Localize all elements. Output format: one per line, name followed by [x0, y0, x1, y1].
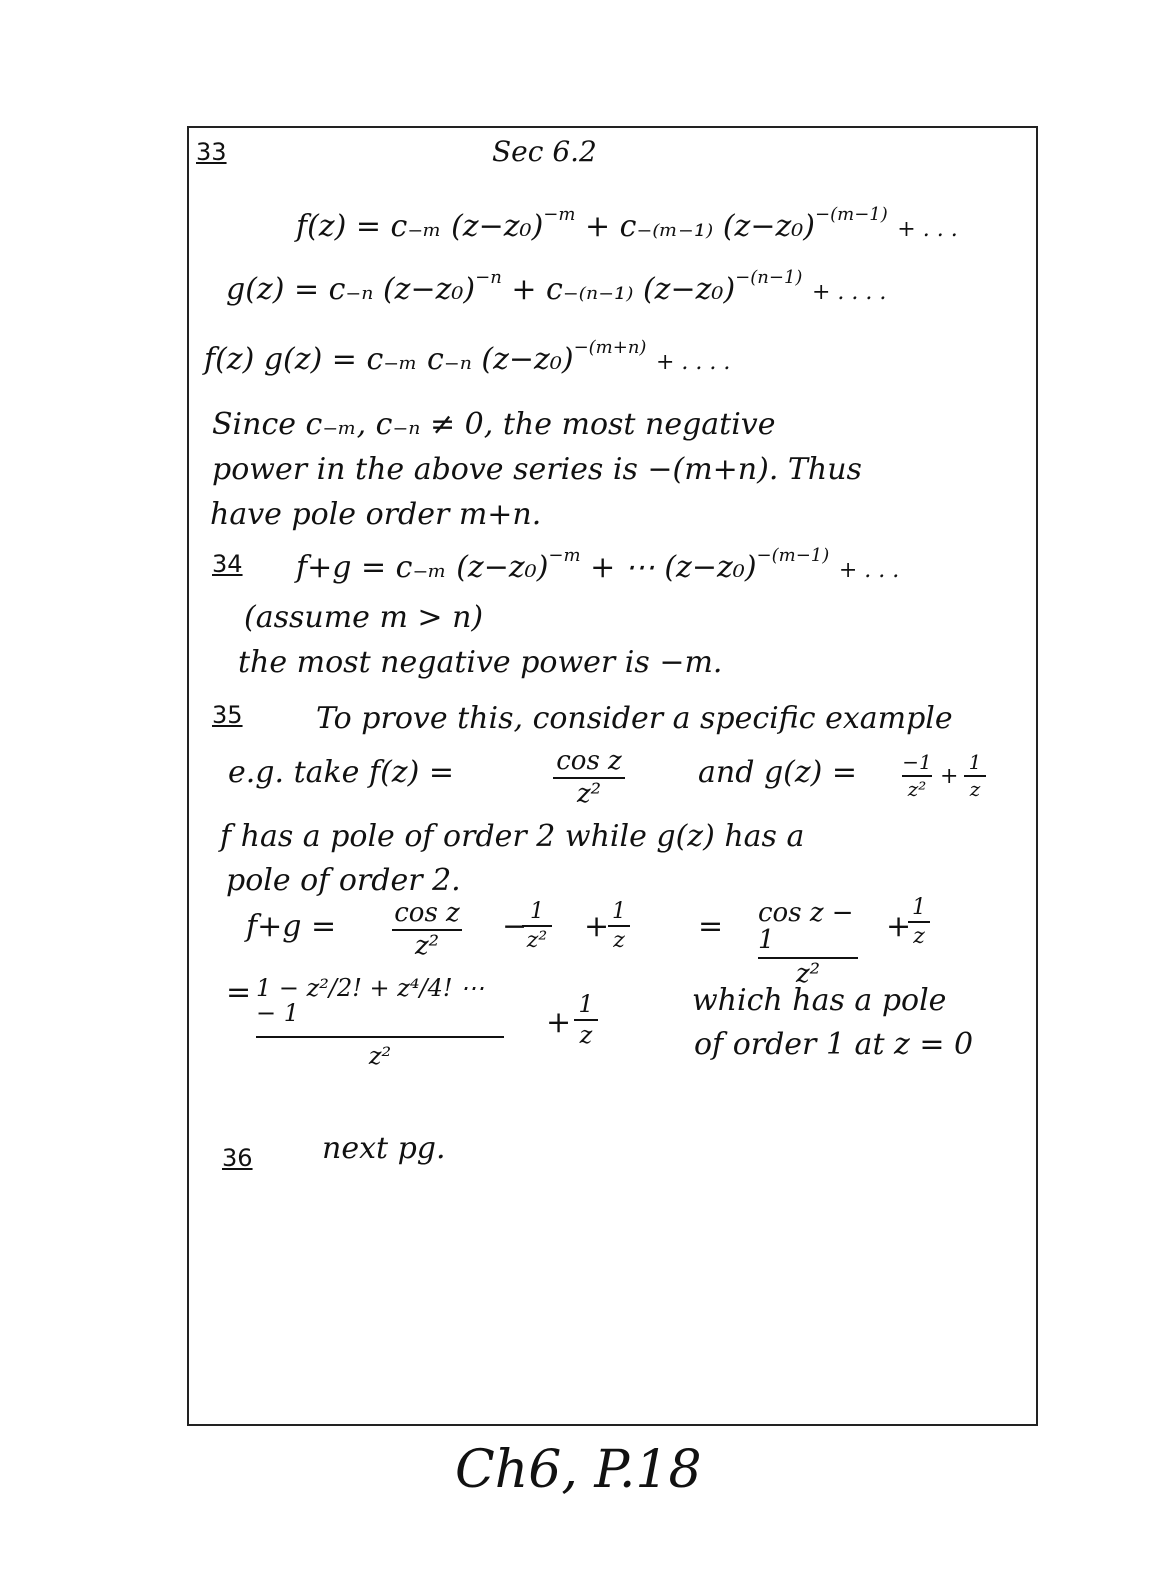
taylor-series-fraction: 1 − z²/2! + z⁴/4! ⋯ − 1 z²	[256, 976, 504, 1070]
p35-line-3: f has a pole of order 2 while g(z) has a	[220, 819, 805, 854]
equals-sign-2: =	[226, 975, 252, 1010]
f-plus-g-series: f+g = c₋ₘ $(z-z_0)^{-m}$ + ⋯ $(z-z_0)^{-(m-1)}$ + . . .	[296, 545, 900, 585]
p33-line-3: have pole order m+n.	[210, 497, 542, 532]
p35-example-f: e.g. take f(z) =	[228, 755, 454, 790]
p34-note: the most negative power is −m.	[238, 645, 723, 680]
p35-and-g: and g(z) =	[698, 755, 858, 790]
equals-sign-1: =	[698, 909, 724, 944]
problem-number-34: 34	[212, 550, 243, 578]
problem-number-36: 36	[222, 1144, 253, 1172]
g-term-1-fraction: −1 z²	[902, 750, 932, 801]
result-term-fraction: 1 z	[908, 896, 930, 948]
plus-sign-3: +	[546, 1005, 572, 1040]
plus-sign-2: +	[886, 909, 912, 944]
p35-line-1: To prove this, consider a specific example	[316, 701, 953, 736]
g-term-2-fraction: 1 z	[964, 752, 986, 800]
sum-term-2-fraction: 1 z²	[522, 900, 552, 952]
problem-number-35: 35	[212, 701, 243, 729]
fg-product-series: f(z) g(z) = c₋ₘ c₋ₙ $(z-z_0)^{-(m+n)}$ + . . . .	[204, 337, 731, 377]
p33-line-1: Since c₋ₘ, c₋ₙ ≠ 0, the most negative	[212, 407, 776, 442]
p35-line-4: pole of order 2.	[226, 863, 461, 898]
g-series: g(z) = c₋ₙ $(z-z_0)^{-n} + c_{-(n-1)}$ $(z-z_0)^{-(n-1)}$ + . . . .	[226, 267, 887, 307]
f-example-fraction: cos z z²	[553, 748, 625, 809]
sum-term-1-fraction: cos z z²	[392, 900, 462, 961]
result-fraction: cos z − 1 z²	[758, 900, 858, 988]
p36-next-page-note: next pg.	[322, 1131, 446, 1166]
problem-number-33: 33	[196, 138, 227, 166]
p33-line-2: power in the above series is −(m+n). Thus	[212, 452, 862, 487]
page-footer: Ch6, P.18	[455, 1440, 702, 1500]
conclusion-line-1: which has a pole	[692, 983, 947, 1018]
section-title: Sec 6.2	[492, 135, 597, 168]
conclusion-line-2: of order 1 at z = 0	[694, 1027, 974, 1062]
plus-sign-1: +	[584, 909, 610, 944]
p34-assumption: (assume m > n)	[244, 600, 484, 635]
sum-term-3-fraction: 1 z	[608, 900, 630, 952]
minus-sign: −	[502, 909, 528, 944]
f-plus-g-label: f+g =	[246, 909, 337, 944]
g-plus-sign: +	[940, 764, 959, 789]
f-series: f(z) = c₋ₘ $(z-z_0)^{-m} + c_{-(m-1)}$ $(z-z_0)^{-(m-1)}$ + . . .	[296, 204, 958, 244]
final-term-fraction: 1 z	[574, 992, 598, 1048]
